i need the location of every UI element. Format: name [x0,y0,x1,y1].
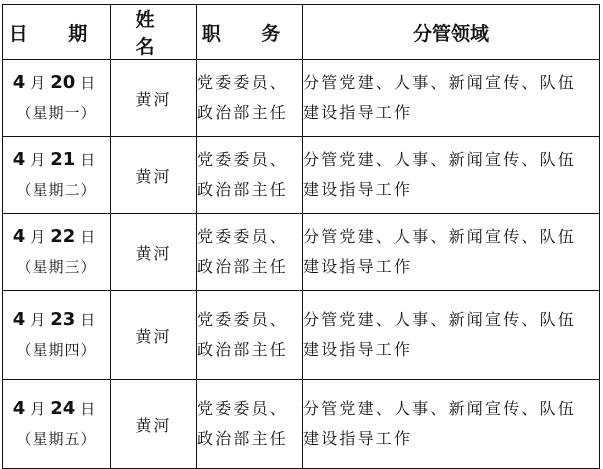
day-unit: 日 [80,74,96,92]
scope-line-2: 建设指导工作 [303,180,413,199]
role-line-2: 政治部主任 [197,429,289,448]
date-cell [3,60,111,137]
role-line-2: 政治部主任 [197,103,289,122]
table-header-row [3,5,600,60]
header-scope: 分管领域 [303,5,600,60]
month-unit: 月 [30,228,46,246]
scope-cell [303,380,600,469]
role-line-2: 政治部主任 [197,257,289,276]
role-line-2: 政治部主任 [197,180,289,199]
role-cell [197,137,303,214]
weekday: （星期四） [16,341,97,359]
scope-line-2: 建设指导工作 [303,103,413,122]
person-name: 黄河 [111,137,197,214]
scope-cell [303,291,600,380]
day-unit: 日 [80,228,96,246]
month: 4 [12,149,26,170]
scope-cell [303,60,600,137]
header-date: 日 期 [3,5,111,60]
role-line-1: 党委委员、 [197,310,289,329]
table-row [3,380,600,469]
month-unit: 月 [30,74,46,92]
day: 21 [50,149,76,170]
role-line-1: 党委委员、 [197,150,289,169]
weekday: （星期三） [16,258,97,276]
table-row [3,291,600,380]
day-unit: 日 [80,151,96,169]
table-row [3,60,600,137]
person-name: 黄河 [111,380,197,469]
weekday: （星期五） [16,430,97,448]
day: 20 [50,72,76,93]
person-name: 黄河 [111,214,197,291]
day-unit: 日 [80,311,96,329]
day: 23 [50,309,76,330]
scope-cell [303,137,600,214]
header-name: 姓 名 [111,5,197,60]
date-cell [3,137,111,214]
month: 4 [12,72,26,93]
scope-line-2: 建设指导工作 [303,429,413,448]
role-cell [197,60,303,137]
month-unit: 月 [30,400,46,418]
scope-line-1: 分管党建、人事、新闻宣传、队伍 [303,310,577,329]
month: 4 [12,226,26,247]
table-row [3,137,600,214]
day-unit: 日 [80,400,96,418]
month-unit: 月 [30,311,46,329]
role-line-2: 政治部主任 [197,340,289,359]
header-role: 职 务 [197,5,303,60]
scope-line-1: 分管党建、人事、新闻宣传、队伍 [303,73,577,92]
person-name: 黄河 [111,291,197,380]
role-cell [197,291,303,380]
date-cell [3,291,111,380]
duty-schedule-table [2,4,600,469]
role-line-1: 党委委员、 [197,227,289,246]
day: 24 [50,398,76,419]
role-line-1: 党委委员、 [197,399,289,418]
role-cell [197,214,303,291]
date-cell [3,214,111,291]
month: 4 [12,398,26,419]
table-row [3,214,600,291]
month-unit: 月 [30,151,46,169]
scope-line-1: 分管党建、人事、新闻宣传、队伍 [303,150,577,169]
scope-line-1: 分管党建、人事、新闻宣传、队伍 [303,227,577,246]
scope-line-2: 建设指导工作 [303,340,413,359]
scope-line-1: 分管党建、人事、新闻宣传、队伍 [303,399,577,418]
weekday: （星期二） [16,181,97,199]
role-cell [197,380,303,469]
date-cell [3,380,111,469]
scope-line-2: 建设指导工作 [303,257,413,276]
day: 22 [50,226,76,247]
month: 4 [12,309,26,330]
weekday: （星期一） [16,104,97,122]
person-name: 黄河 [111,60,197,137]
role-line-1: 党委委员、 [197,73,289,92]
scope-cell [303,214,600,291]
